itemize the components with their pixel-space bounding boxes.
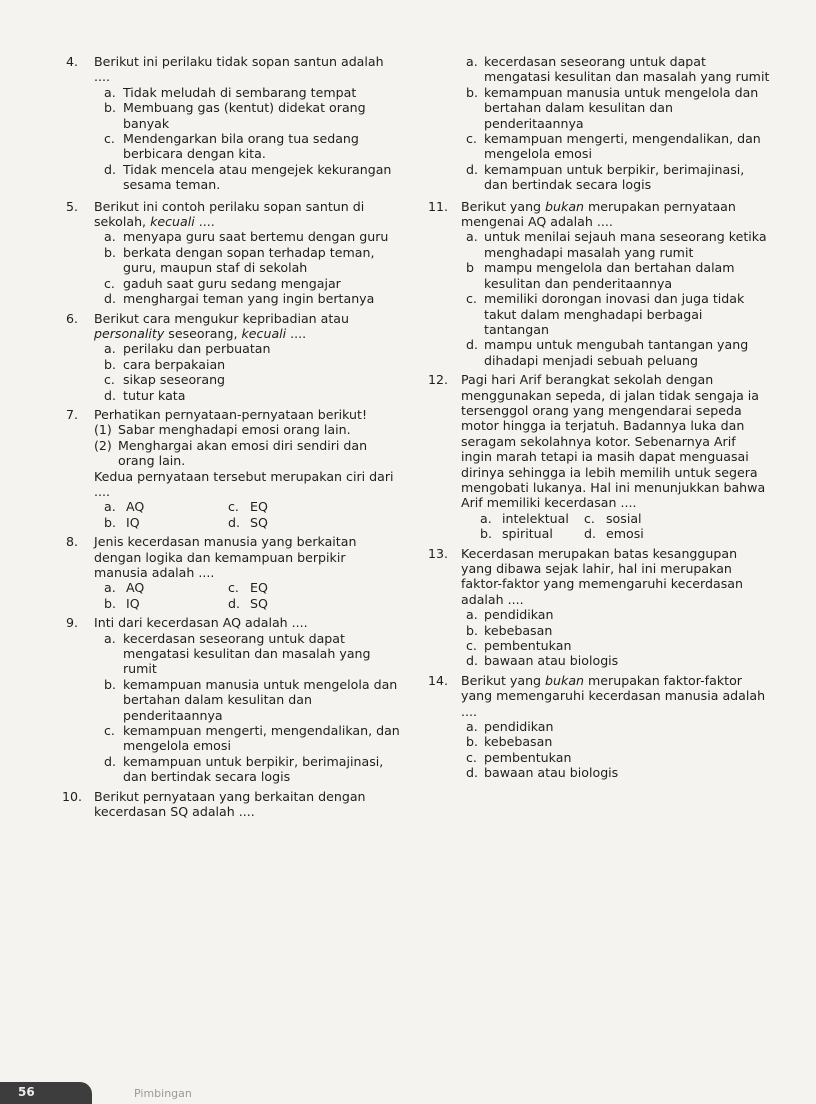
page-number: 56 bbox=[18, 1085, 35, 1099]
option-a: a. intelektual bbox=[480, 510, 569, 526]
question-text-2: Kedua pernyataan tersebut merupakan ciri dari .... bbox=[94, 468, 394, 499]
question-number: 9. bbox=[66, 615, 79, 631]
question-12 bbox=[428, 372, 770, 541]
option-d: d. tutur kata bbox=[104, 387, 186, 403]
question-number: 4. bbox=[66, 54, 79, 69]
question-text: Berikut pernyataan yang berkaitan dengan kecerdasan SQ adalah .... bbox=[94, 788, 366, 820]
option-d: d. SQ bbox=[228, 514, 268, 530]
option-row bbox=[428, 526, 770, 541]
option-c: c. gaduh saat guru sedang mengajar bbox=[104, 275, 341, 291]
question-text: Berikut yang bukan merupakan pernyataan mengenai AQ adalah .... bbox=[461, 198, 736, 230]
question-text: Inti dari kecerdasan AQ adalah .... bbox=[94, 615, 308, 631]
option-a: a. kecerdasan seseorang untuk dapat mengatasi kesulitan dan masalah yang rumit bbox=[466, 54, 770, 85]
option-c: c. sosial bbox=[584, 510, 642, 526]
question-4 bbox=[66, 54, 402, 193]
question-text: Berikut ini contoh perilaku sopan santun di sekolah, kecuali .... bbox=[94, 198, 365, 230]
option-d: d. emosi bbox=[584, 526, 644, 542]
question-number: 7. bbox=[66, 406, 79, 422]
option-c: c. EQ bbox=[228, 499, 268, 515]
option-c: c. Mendengarkan bila orang tua sedang berbicara dengan kita. bbox=[104, 131, 359, 162]
option-c: c. pembentukan bbox=[466, 638, 572, 654]
question-number: 14. bbox=[428, 672, 449, 688]
option-b: b. Membuang gas (kentut) didekat orang banyak bbox=[104, 100, 366, 131]
question-14 bbox=[428, 673, 770, 781]
option-b: b. berkata dengan sopan terhadap teman, guru, maupun staf di sekolah bbox=[104, 244, 375, 276]
option-b: b. kebebasan bbox=[466, 622, 553, 638]
question-number: 6. bbox=[66, 310, 79, 326]
question-text: Pagi hari Arif berangkat sekolah dengan menggunakan sepeda, di jalan tidak sengaja ia tersenggol orang yang mengendarai sepeda motor hingga ia terjatuh. Badannya luka dan seragam sekolahnya kotor. Sebenarnya Arif ingin marah tetapi ia masih dapat menguasai dirinya sehingga ia lebih memilih untuk segera mengobati lukanya. Hal ini menunjukkan bahwa Arif memiliki kecerdasan .... bbox=[461, 372, 766, 511]
question-number: 13. bbox=[428, 545, 449, 561]
question-9 bbox=[66, 615, 402, 784]
option-d: d. bawaan atau biologis bbox=[466, 653, 619, 669]
option-c: c. kemampuan mengerti, mengendalikan, dan mengelola emosi bbox=[104, 723, 400, 754]
option-a: a. AQ bbox=[104, 499, 145, 515]
question-7 bbox=[66, 407, 402, 530]
option-row bbox=[66, 515, 402, 530]
question-number: 12. bbox=[428, 372, 449, 388]
question-13 bbox=[428, 546, 770, 669]
question-5 bbox=[66, 199, 402, 307]
option-b: b. IQ bbox=[104, 514, 140, 530]
question-10-options bbox=[428, 54, 770, 193]
right-column bbox=[428, 54, 770, 781]
statement-list bbox=[66, 422, 402, 468]
page-number-tab bbox=[0, 1082, 92, 1104]
option-a: a. perilaku dan perbuatan bbox=[104, 341, 271, 357]
option-b: b. kemampuan manusia untuk mengelola dan bertahan dalam kesulitan dan penderitaannya bbox=[466, 84, 759, 131]
option-c: c. sikap seseorang bbox=[104, 372, 226, 388]
option-a: a. pendidikan bbox=[466, 719, 554, 735]
question-text: Perhatikan pernyataan-pernyataan berikut! bbox=[94, 406, 368, 422]
question-text: Berikut cara mengukur kepribadian atau personality seseorang, kecuali .... bbox=[94, 310, 349, 341]
option-a: a. pendidikan bbox=[466, 607, 554, 623]
question-number: 10. bbox=[62, 788, 83, 804]
question-number: 8. bbox=[66, 534, 79, 550]
option-d: d. Tidak mencela atau mengejek kekurangan sesama teman. bbox=[104, 161, 392, 193]
option-a: a. menyapa guru saat bertemu dengan guru bbox=[104, 229, 389, 245]
question-number: 5. bbox=[66, 198, 79, 214]
option-a: a. kecerdasan seseorang untuk dapat mengatasi kesulitan dan masalah yang rumit bbox=[104, 630, 371, 677]
statement-2: (2) Menghargai akan emosi diri sendiri dan orang lain. bbox=[94, 437, 368, 469]
option-row bbox=[428, 511, 770, 526]
question-text: Berikut yang bukan merupakan faktor-faktor yang memengaruhi kecerdasan manusia adalah .... bbox=[461, 672, 766, 719]
option-a: a. AQ bbox=[104, 580, 145, 596]
option-b: b. kebebasan bbox=[466, 734, 553, 750]
option-b: b. IQ bbox=[104, 595, 140, 611]
option-d: d. kemampuan untuk berpikir, berimajinasi, dan bertindak secara logis bbox=[466, 161, 745, 193]
option-a: a. Tidak meludah di sembarang tempat bbox=[104, 84, 357, 100]
question-number: 11. bbox=[428, 198, 449, 214]
option-c: c. memiliki dorongan inovasi dan juga tidak takut dalam menghadapi berbagai tantangan bbox=[466, 291, 745, 337]
option-row bbox=[66, 499, 402, 514]
left-column bbox=[62, 54, 402, 820]
option-b: b. kemampuan manusia untuk mengelola dan bertahan dalam kesulitan dan penderitaannya bbox=[104, 676, 398, 723]
option-c: c. pembentukan bbox=[466, 749, 572, 765]
statement-1: (1) Sabar menghadapi emosi orang lain. bbox=[94, 422, 351, 438]
option-d: d. kemampuan untuk berpikir, berimajinasi, dan bertindak secara logis bbox=[104, 753, 384, 785]
question-8 bbox=[66, 534, 402, 611]
option-row bbox=[66, 596, 402, 611]
option-d: d. bawaan atau biologis bbox=[466, 765, 619, 781]
option-c: c. EQ bbox=[228, 580, 268, 596]
option-row bbox=[66, 580, 402, 595]
option-d: d. menghargai teman yang ingin bertanya bbox=[104, 291, 375, 307]
option-a: a. untuk menilai sejauh mana seseorang ketika menghadapi masalah yang rumit bbox=[466, 229, 767, 260]
question-text: Berikut ini perilaku tidak sopan santun adalah .... bbox=[94, 54, 384, 85]
question-11 bbox=[428, 199, 770, 368]
option-b: b mampu mengelola dan bertahan dalam kesulitan dan penderitaannya bbox=[466, 260, 735, 291]
question-text: Kecerdasan merupakan batas kesanggupan yang dibawa sejak lahir, hal ini merupakan faktor-faktor yang memengaruhi kecerdasan adalah .... bbox=[461, 545, 743, 607]
question-6 bbox=[66, 311, 402, 403]
footer-text: Pimbingan bbox=[134, 1087, 192, 1100]
option-b: b. cara berpakaian bbox=[104, 356, 226, 372]
option-b: b. spiritual bbox=[480, 526, 553, 542]
question-10 bbox=[62, 788, 402, 820]
option-d: d. mampu untuk mengubah tantangan yang dihadapi menjadi sebuah peluang bbox=[466, 337, 749, 368]
option-c: c. kemampuan mengerti, mengendalikan, dan mengelola emosi bbox=[466, 131, 761, 162]
question-text: Jenis kecerdasan manusia yang berkaitan dengan logika dan kemampuan berpikir manusia adalah .... bbox=[94, 534, 357, 580]
option-d: d. SQ bbox=[228, 595, 268, 611]
